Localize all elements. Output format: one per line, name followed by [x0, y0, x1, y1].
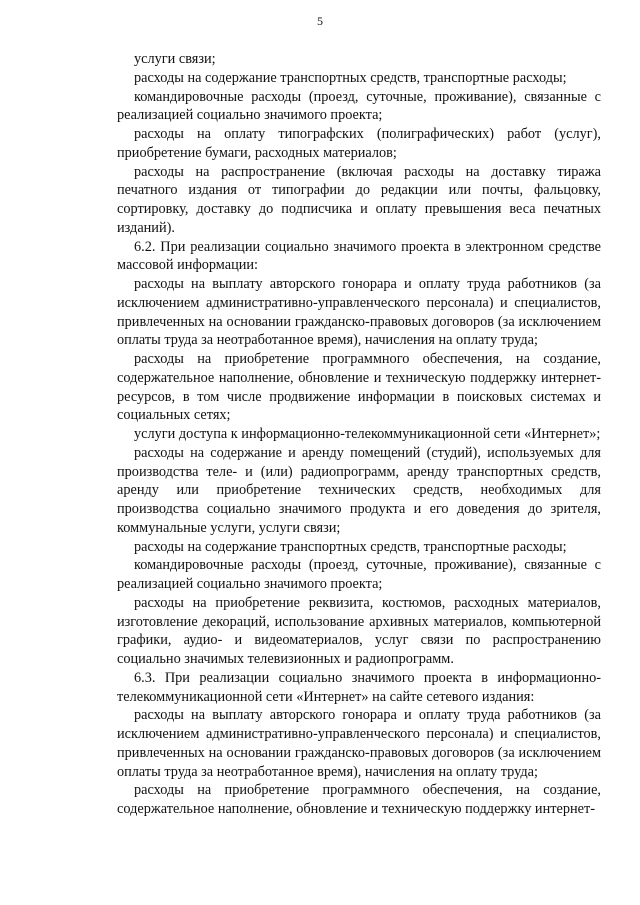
- section-paragraph-6-3: 6.3. При реализации социально значимого проекта в информационно-телекоммуникационной сети «Интернет» на сайте сетевого издания:: [117, 669, 601, 705]
- paragraph: расходы на содержание транспортных средств, транспортные расходы;: [134, 69, 567, 86]
- paragraph: командировочные расходы (проезд, суточные, проживание), связанные с реализацией социально значимого проекта;: [117, 88, 601, 124]
- paragraph: расходы на содержание и аренду помещений (студий), используемых для производства теле- и (или) радиопрограмм, аренду транспортных средств, аренду или приобретение технических средств, необходимых для производства социально значимого продукта и его доведения до зрителя, коммунальные услуги, услуги связи;: [117, 444, 601, 536]
- paragraph: расходы на содержание транспортных средств, транспортные расходы;: [134, 538, 567, 555]
- paragraph: расходы на приобретение реквизита, костюмов, расходных материалов, изготовление декораций, использование архивных материалов, компьютерной графики, аудио- и видеоматериалов, услуг связи по распространению социально значимых телевизионных и радиопрограмм.: [117, 594, 601, 667]
- page-number: 5: [317, 14, 323, 28]
- section-paragraph-6-2: 6.2. При реализации социально значимого проекта в электронном средстве массовой информации:: [117, 238, 601, 274]
- paragraph: расходы на приобретение программного обеспечения, на создание, содержательное наполнение, обновление и техническую поддержку интернет-: [117, 782, 601, 817]
- paragraph: командировочные расходы (проезд, суточные, проживание), связанные с реализацией социально значимого проекта;: [117, 557, 601, 592]
- paragraph: расходы на оплату типографских (полиграфических) работ (услуг), приобретение бумаги, расходных материалов;: [117, 126, 601, 161]
- paragraph: расходы на приобретение программного обеспечения, на создание, содержательное наполнение, обновление и техническую поддержку интернет-ресурсов, в том числе продвижение информации в поисковых системах и социальных сетях;: [117, 351, 601, 424]
- document-body: [117, 50, 601, 819]
- paragraph: услуги связи;: [134, 51, 216, 67]
- paragraph: услуги доступа к информационно-телекоммуникационной сети «Интернет»;: [134, 426, 601, 442]
- paragraph: расходы на выплату авторского гонорара и оплату труда работников (за исключением административно-управленческого персонала) и специалистов, привлеченных на основании гражданско-правовых договоров (за исключением оплаты труда за неотработанное время), начисления на оплату труда;: [117, 276, 601, 349]
- paragraph: расходы на выплату авторского гонорара и оплату труда работников (за исключением административно-управленческого персонала) и специалистов, привлеченных на основании гражданско-правовых договоров (за исключением оплаты труда за неотработанное время), начисления на оплату труда;: [117, 707, 601, 780]
- paragraph: расходы на распространение (включая расходы на доставку тиража печатного издания от типографии до редакции или почты, фальцовку, сортировку, доставку до подписчика и оплату превышения веса печатных изданий).: [117, 163, 601, 236]
